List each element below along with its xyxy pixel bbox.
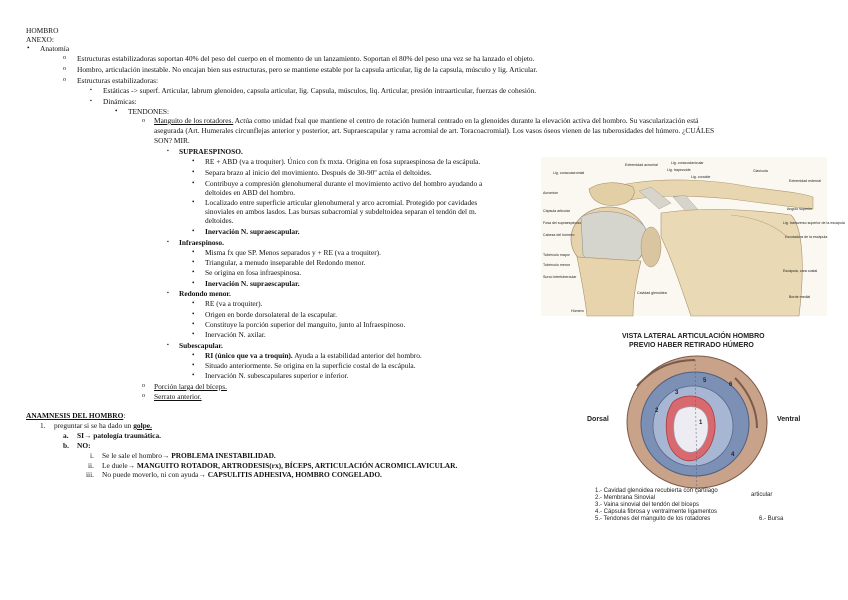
bullet-disc: • <box>192 279 195 287</box>
supra-item-3b: deltoides en ABD del hombro. <box>205 188 296 197</box>
label-ventral: Ventral <box>777 416 801 423</box>
bullet-square: ▪ <box>90 88 92 93</box>
label-lig-coracoacromial: Lig. coracoacromial <box>553 171 585 175</box>
supra-item-4b: sinoviales en ambos lasdos. Las bursas subacromial y subdeltoidea separan el tendón del m. <box>205 207 477 216</box>
anamnesis-ii: Le duele→ MANGUITO ROTADOR, ARTRODESIS(rx), BÍCEPS, ARTICULACIÓN ACROMICLAVICULAR. <box>102 461 458 470</box>
manguito-line-3: SON? MIR. <box>154 136 190 145</box>
legend-2: 2.- Membrana Sinovial <box>595 495 656 501</box>
shoulder-anatomy-figure <box>541 157 845 316</box>
subes-title: Subescapular. <box>179 341 223 350</box>
label-extremidad-esternal: Extremidad esternal <box>789 179 821 183</box>
bullet-circle: o <box>63 66 66 72</box>
annex-label: ANEXO: <box>26 35 54 44</box>
bullet-square: ▪ <box>167 291 169 296</box>
bullet-square: ▪ <box>90 99 92 104</box>
doc-title: HOMBRO <box>26 26 59 35</box>
subes-item-3: Inervación N. subescapulares superior e inferior. <box>205 371 349 380</box>
infra-item-4: Inervación N. supraescapular. <box>205 279 300 288</box>
supra-item-1: RE + ABD (va a troquiter). Único con fx mxta. Origina en fosa supraespinosa de la escápula. <box>205 157 481 166</box>
legend-6: 6.- Bursa <box>759 516 784 522</box>
arrow-icon: → <box>198 470 206 479</box>
bullet-disc: • <box>27 44 30 52</box>
serrato-item: Serrato anterior. <box>154 392 202 401</box>
line-estructuras-1: Estructuras estabilizadoras soportan 40% del peso del cuerpo en el momento de un lanzamiento. Soportan el 80% del peso una vez se ha lanzado el objeto. <box>77 54 535 63</box>
arrow-icon: → <box>84 431 92 440</box>
list-roman-ii: ii. <box>88 461 94 470</box>
figure-number-1: 1 <box>699 420 703 426</box>
lateral-view-figure <box>585 330 810 525</box>
arrow-icon: → <box>161 451 170 460</box>
figure2-title-1: VISTA LATERAL ARTICULACIÓN HOMBRO <box>622 333 765 340</box>
bullet-disc: • <box>192 371 195 379</box>
figure-number-6: 6 <box>729 382 733 388</box>
bullet-disc: • <box>192 268 195 276</box>
bullet-disc: • <box>192 310 195 318</box>
anamnesis-q1: preguntar si se ha dado un golpe. <box>54 421 152 430</box>
bullet-circle: o <box>142 383 145 389</box>
bullet-disc: • <box>115 107 118 115</box>
manguito-link: Manguito de los rotadores. <box>154 116 234 125</box>
infra-item-3: Se origina en fosa infraespinosa. <box>205 268 302 277</box>
subes-item-2: Situado anteriormente. Se origina en la superficie costal de la escápula. <box>205 361 416 370</box>
redondo-item-4: Inervación N. axilar. <box>205 330 266 339</box>
manguito-line-1: Manguito de los rotadores. Actúa como unidad fxal que mantiene el centro de rotación humeral centrado en la glenoides durante la elevación activa del hombro. Su vascularización está <box>154 116 699 125</box>
label-escotadura: Escotadura de la escápula <box>785 235 828 239</box>
line-estaticas: Estáticas -> superf. Articular, labrum glenoideo, capsula articular, lig. Capsula, músculos, liq. Articular, presión intraarticular, fuerzas de cohesión. <box>103 86 537 95</box>
biceps-item: Porción larga del bíceps. <box>154 382 227 391</box>
bullet-disc: • <box>192 361 195 369</box>
line-estructuras-estab: Estructuras estabilizadoras: <box>77 76 159 85</box>
subes-item-1: RI (único que va a troquín). Ayuda a la estabilidad anterior del hombro. <box>205 351 422 360</box>
supra-title: SUPRAESPINOSO. <box>179 147 243 156</box>
label-extremidad-acromial: Extremidad acromial <box>625 163 658 167</box>
figure-number-4: 4 <box>731 452 735 458</box>
bullet-square: ▪ <box>167 343 169 348</box>
list-letter-a: a. <box>63 431 69 440</box>
redondo-item-3: Constituye la porción superior del manguito, junto al Infraespinoso. <box>205 320 406 329</box>
line-dinamicas: Dinámicas: <box>103 97 137 106</box>
bullet-disc: • <box>192 227 195 235</box>
legend-1: 1.- Cavidad glenoidea recubierta con cartílago <box>595 488 718 494</box>
list-roman-iii: iii. <box>86 470 95 479</box>
label-cabeza-humero: Cabeza del húmero <box>543 233 575 237</box>
supra-item-2: Separa brazo al inicio del movimiento. Después de 30-90º actúa el deltoides. <box>205 168 432 177</box>
label-acromion: Acromion <box>543 191 559 195</box>
bullet-disc: • <box>192 351 195 359</box>
list-letter-b: b. <box>63 441 69 450</box>
bullet-disc: • <box>192 320 195 328</box>
redondo-item-1: RE (va a troquiter). <box>205 299 263 308</box>
lateral-view-illustration <box>585 352 810 502</box>
label-lig-transverso: Lig. transverso superior de la escápula <box>783 221 845 225</box>
label-clavicula: Clavícula <box>753 169 768 173</box>
legend-3: 3.- Vaina sinovial del tendón del bíceps <box>595 502 699 508</box>
label-fosa-supra: Fosa del supraespinoso <box>543 221 582 225</box>
bullet-square: ▪ <box>167 149 169 154</box>
label-cavidad-glenoidea: Cavidad glenoidea <box>637 291 667 295</box>
supra-item-5: Inervación N. supraescapular. <box>205 227 300 236</box>
anamnesis-i: Se le sale el hombro→ PROBLEMA INESTABILIDAD. <box>102 451 276 460</box>
redondo-item-2: Origen en borde dorsolateral de la escapular. <box>205 310 337 319</box>
label-lig-trapezoide: Lig. trapezoide <box>667 168 691 172</box>
label-surco: Surco intertubercular <box>543 275 577 279</box>
manguito-line-2: asegurada (Art. Humerales circunflejas anterior y posterior, art. Supraescapular y rama acromial de art. Toracoacromial). Los vasos óseos vienen de las tuberosidades del húmero. ¿CUÁLES <box>154 126 715 135</box>
figure2-title-2: PREVIO HABER RETIRADO HÚMERO <box>629 342 754 349</box>
figure-number-5: 5 <box>703 378 707 384</box>
figure-number-2: 2 <box>655 408 659 414</box>
anamnesis-iii: No puede moverlo, ni con ayuda→ CAPSULITIS ADHESIVA, HOMBRO CONGELADO. <box>102 470 382 479</box>
figure-number-3: 3 <box>675 390 679 396</box>
section-anatomia: Anatomía <box>40 44 70 53</box>
bullet-disc: • <box>192 330 195 338</box>
bullet-disc: • <box>192 179 195 187</box>
bullet-circle: o <box>142 393 145 399</box>
label-tuberculo-mayor: Tubérculo mayor <box>543 253 570 257</box>
legend-4: 4.- Cápsula fibrosa y ventralmente ligamentos <box>595 509 718 515</box>
label-borde-medial: Borde medial <box>789 295 811 299</box>
bullet-disc: • <box>192 168 195 176</box>
anamnesis-heading: ANAMNESIS DEL HOMBRO: <box>26 411 126 420</box>
label-tuberculo-menor: Tubérculo menor <box>543 263 571 267</box>
list-number: 1. <box>40 421 46 430</box>
bullet-disc: • <box>192 299 195 307</box>
bullet-disc: • <box>192 258 195 266</box>
label-lig-coracoclavicular: Lig. coracoclavicular <box>671 161 704 165</box>
list-roman-i: i. <box>90 451 94 460</box>
label-capsula: Cápsula articular <box>543 209 570 213</box>
bullet-disc: • <box>192 198 195 206</box>
bullet-disc: • <box>192 248 195 256</box>
infra-item-2: Triangular, a menudo inseparable del Redondo menor. <box>205 258 366 267</box>
legend-5: 5.- Tendones del manguito de los rotadores <box>595 516 711 522</box>
bullet-circle: o <box>63 55 66 61</box>
line-tendones: TENDONES: <box>128 107 170 116</box>
arrow-icon: → <box>127 461 136 470</box>
label-lig-conoide: Lig. conoide <box>691 175 711 179</box>
bullet-disc: • <box>192 157 195 165</box>
line-hombro-inestable: Hombro, articulación inestable. No encajan bien sus estructuras, pero se mantiene estable por la capsula articular, lig de la capsula, músculo y lig. Articular. <box>77 65 538 74</box>
bullet-square: ▪ <box>167 240 169 245</box>
supra-item-4a: Localizado entre superficie articular glenohumeral y arco acromial. Protegido por cavidades <box>205 198 478 207</box>
anamnesis-b: NO: <box>77 441 91 450</box>
supra-item-3a: Contribuye a compresión glenohumeral durante el movimiento activo del hombro ayudando a <box>205 179 483 188</box>
label-angulo-superior: Angulo superior <box>787 207 813 211</box>
legend-articular: articular <box>751 492 773 498</box>
label-cara-costal: Escápula, cara costal <box>783 269 818 273</box>
label-dorsal: Dorsal <box>587 416 609 423</box>
bullet-circle: o <box>63 77 66 83</box>
supra-item-4c: deltoides. <box>205 216 234 225</box>
label-humero: Húmero <box>571 309 584 313</box>
infra-item-1: Misma fx que SP. Menos separados y + RE (va a troquiter). <box>205 248 381 257</box>
redondo-title: Redondo menor. <box>179 289 231 298</box>
bullet-circle: o <box>142 118 145 124</box>
anamnesis-a: SI→ patología traumática. <box>77 431 161 440</box>
infra-title: Infraespinoso. <box>179 238 224 247</box>
